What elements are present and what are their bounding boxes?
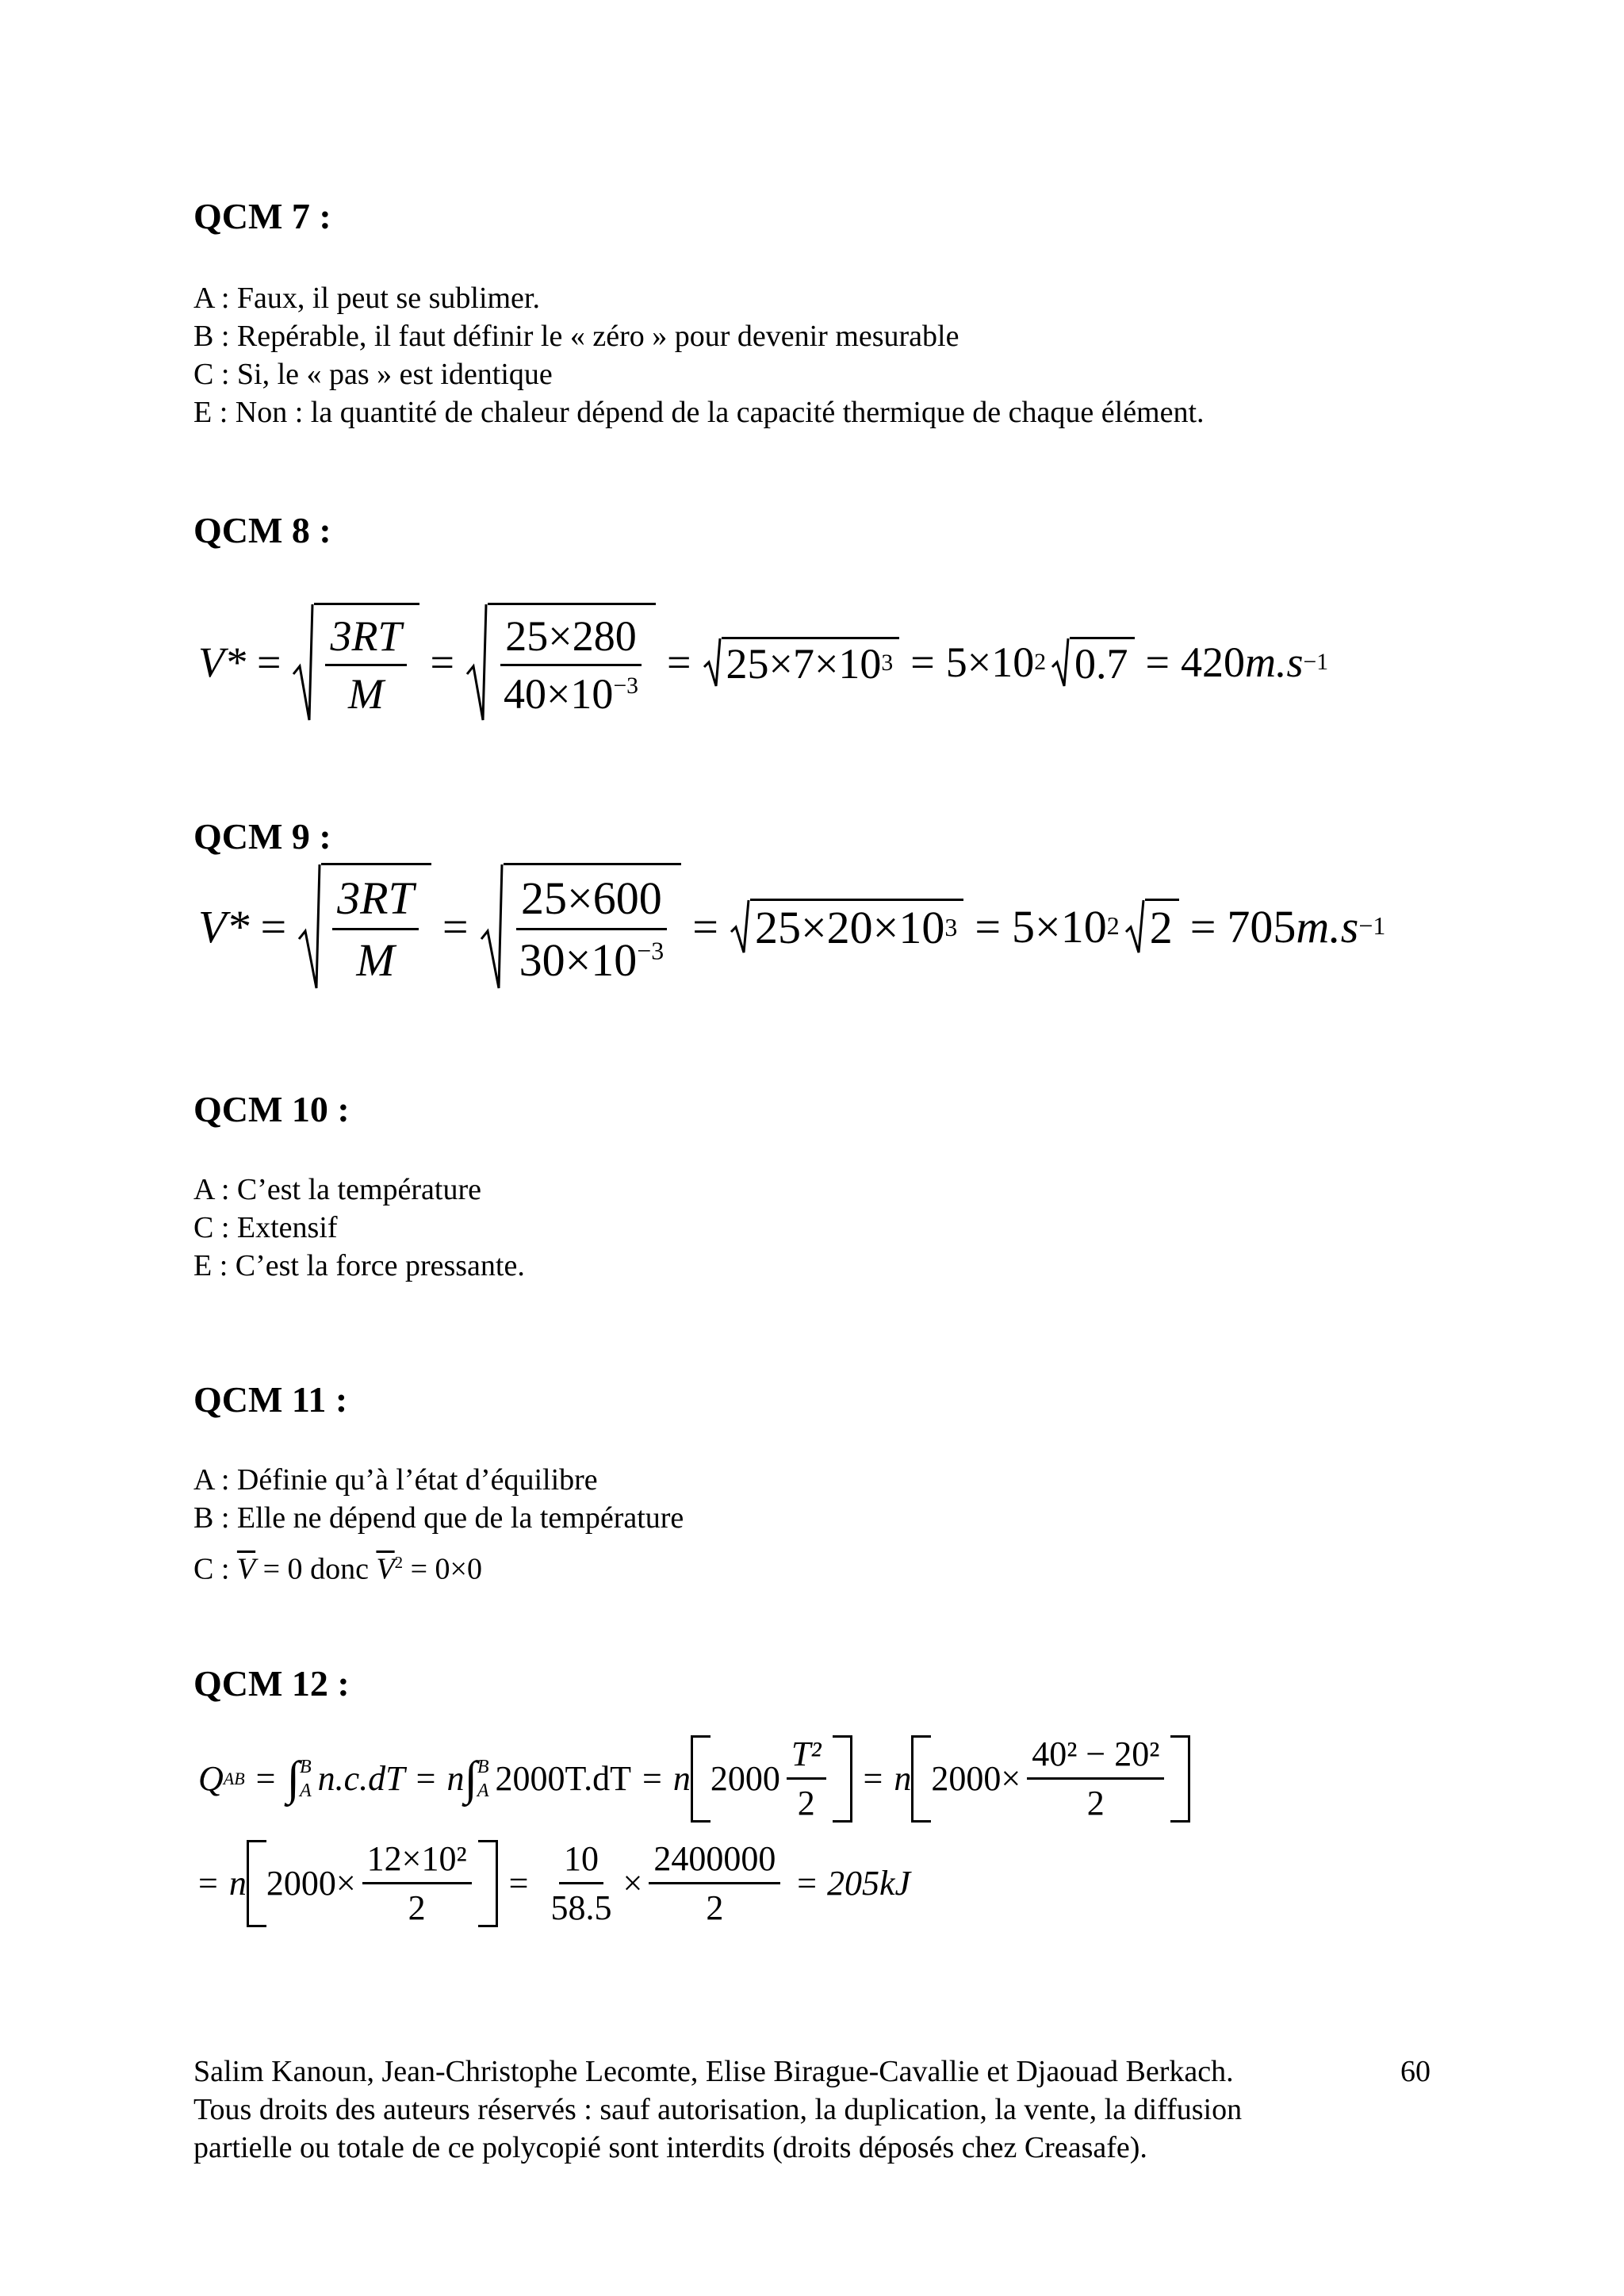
- integral-icon: ∫: [286, 1752, 300, 1804]
- qcm8-title: QCM 8 :: [193, 510, 331, 550]
- qcm9-sqrt-3: 25×20×10 3: [730, 899, 963, 954]
- qcm8-sqrt-4: 0.7: [1051, 637, 1135, 688]
- left-bracket-icon: [691, 1735, 710, 1823]
- qcm8-sqrt-3: 25×7×10 3: [703, 637, 900, 688]
- qcm8-equation: V* = $\frac{3RT}{M}$ = $\frac{25\times 280}{40\times 10^{-3}}$ = 25×7×10 3 = 5×10 2 0.7 = 420 m.s −1: [198, 603, 1328, 722]
- qcm10-line-a: A : C’est la température: [193, 1173, 481, 1206]
- integral-icon: ∫: [464, 1752, 477, 1804]
- page-number: 60: [1400, 2055, 1431, 2088]
- qcm10-title: QCM 10 :: [193, 1089, 350, 1129]
- qcm9-title: QCM 9 :: [193, 816, 331, 857]
- qcm11-answers: [193, 1461, 684, 1589]
- qcm11-line-a: A : Définie qu’à l’état d’équilibre: [193, 1463, 598, 1497]
- qcm7-line-b: B : Repérable, il faut définir le « zéro » pour devenir mesurable: [193, 320, 959, 353]
- qcm8-sqrt-2: $\frac{25\times 280}{40\times 10^{-3}}$: [465, 603, 656, 722]
- qcm7-line-e: E : Non : la quantité de chaleur dépend de la capacité thermique de chaque élément.: [193, 396, 1205, 429]
- footer-copyright: Salim Kanoun, Jean-Christophe Lecomte, Elise Birague-Cavallie et Djaouad Berkach. Tous droits des auteurs réservés : sauf autorisation, la duplication, la vente, la diffusion partielle ou totale de ce polycopié sont interdits (droits déposés chez Creasafe).: [193, 2055, 1243, 2164]
- qcm10-line-e: E : C’est la force pressante.: [193, 1249, 525, 1282]
- qcm12-equation-line2: = n 2000× $\frac{\text{12×10²}}{2}$ = $\frac{10}{58.5}$ × $\frac{2400000}{2}$ = 205kJ: [198, 1839, 911, 1927]
- qcm12-title: QCM 12 :: [193, 1663, 350, 1704]
- qcm12-q: Q: [198, 1759, 224, 1798]
- qcm11-line-b: B : Elle ne dépend que de la température: [193, 1501, 684, 1535]
- qcm8-sqrt-1: $\frac{3RT}{M}$: [292, 603, 419, 722]
- qcm9-sqrt-2: $\frac{25\times 600}{30\times 10^{-3}}$: [480, 863, 682, 990]
- qcm7-title: QCM 7 :: [193, 196, 331, 236]
- qcm9-lhs: V*: [198, 900, 250, 953]
- qcm7-line-c: C : Si, le « pas » est identique: [193, 358, 553, 391]
- qcm7-line-a: A : Faux, il peut se sublimer.: [193, 282, 540, 315]
- qcm12-equation-line1: Q AB = ∫ B A n.c.dT = n ∫ B A 2000T.dT = n 2000 $\frac{\text{T²}}{2}$ = n 2000× $\frac{\text{40² − 20²}}{2}$: [198, 1734, 1190, 1823]
- qcm9-equation: V* = $\frac{3RT}{M}$ = $\frac{25\times 600}{30\times 10^{-3}}$ = 25×20×10 3 = 5×10 2 2 = 705 m.s −1: [198, 863, 1385, 990]
- qcm11-title: QCM 11 :: [193, 1379, 348, 1420]
- right-bracket-icon: [478, 1840, 498, 1927]
- qcm8-lhs: V*: [198, 638, 246, 686]
- qcm10-line-c: C : Extensif: [193, 1211, 338, 1244]
- qcm11-line-c: C : $\overline{V} = 0$ donc $\overline{V}^2 = 0\times 0$: [193, 1552, 482, 1586]
- left-bracket-icon: [911, 1735, 931, 1823]
- qcm8-result: 420: [1181, 638, 1246, 686]
- qcm9-sqrt-4: 2: [1124, 899, 1179, 954]
- qcm9-result: 705: [1227, 900, 1297, 953]
- qcm12-result: = 205kJ: [795, 1864, 911, 1903]
- right-bracket-icon: [1170, 1735, 1190, 1823]
- left-bracket-icon: [247, 1840, 266, 1927]
- qcm9-sqrt-1: $\frac{3RT}{M}$: [297, 863, 431, 990]
- right-bracket-icon: [833, 1735, 852, 1823]
- qcm7-answers: [193, 279, 1205, 431]
- qcm10-answers: [193, 1171, 525, 1285]
